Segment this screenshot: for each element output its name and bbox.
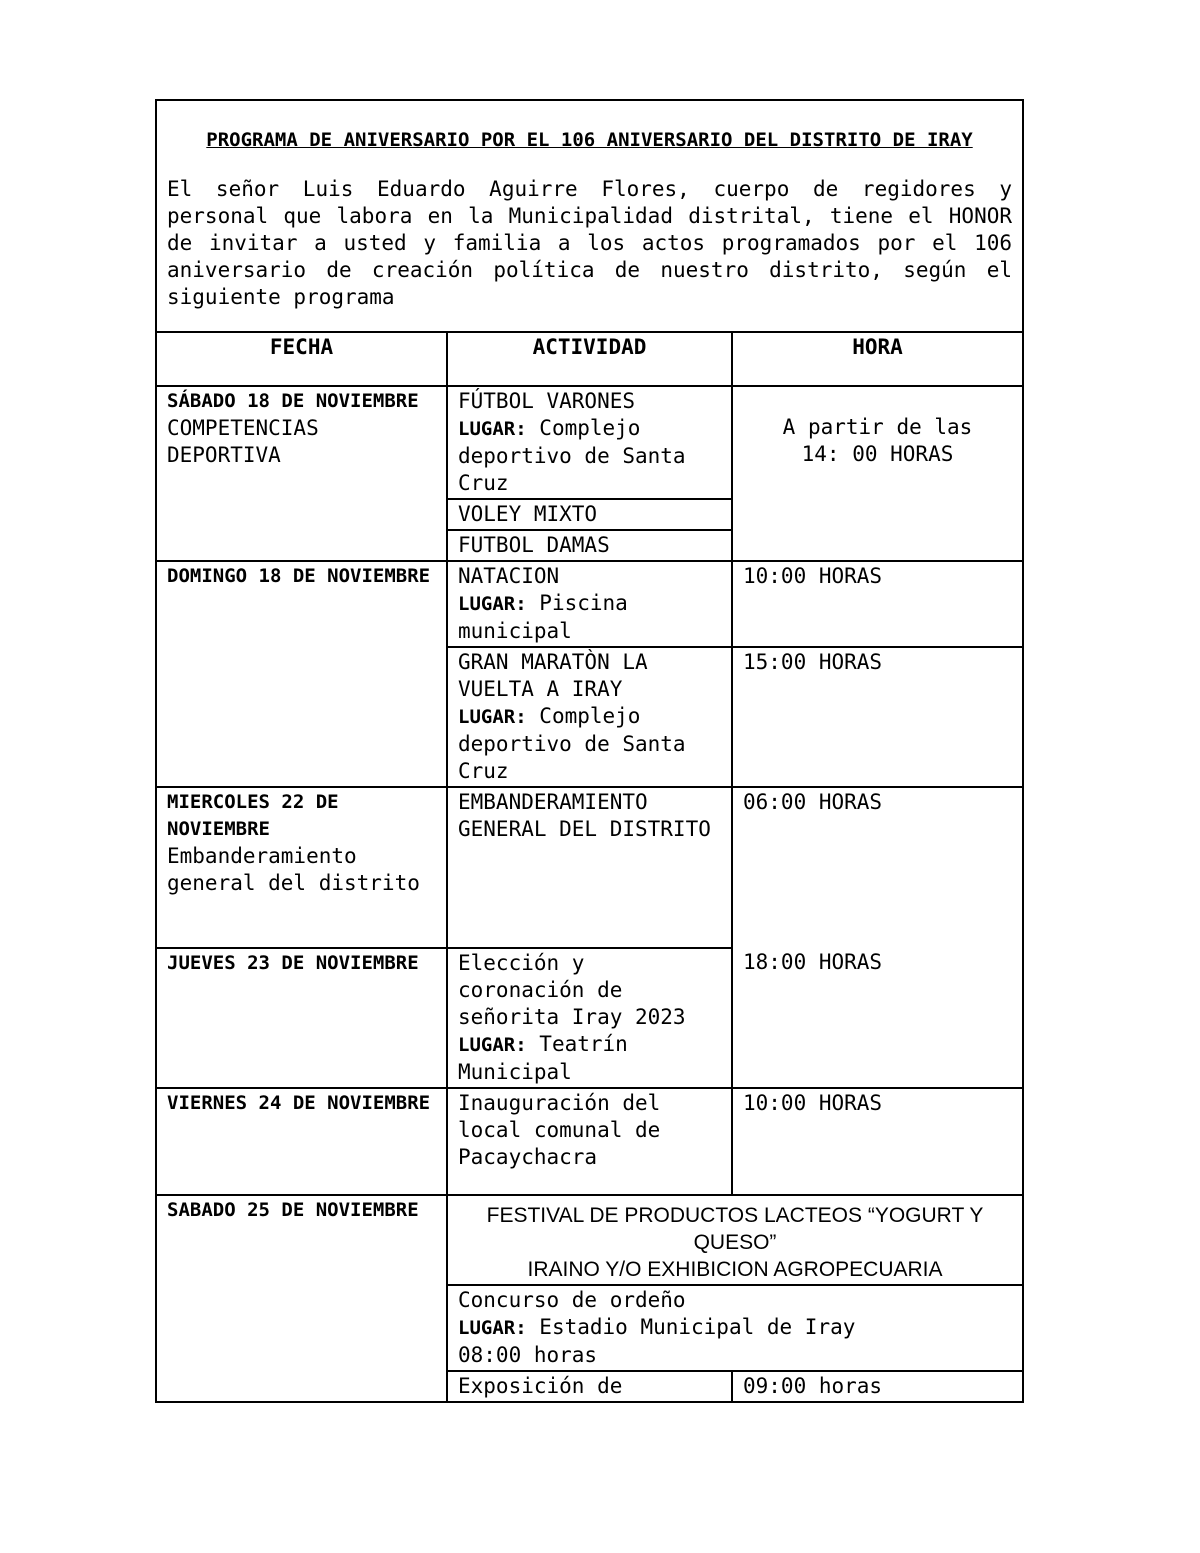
lugar-value: Complejo deportivo de Santa Cruz [458,416,686,495]
lugar-value: Teatrín Municipal [458,1032,628,1084]
table-row [156,386,1023,499]
time-cell: 10:00 HORAS [732,1088,1023,1195]
activity-time: 08:00 horas [458,1343,598,1367]
activity-cell: VOLEY MIXTO [447,499,732,530]
time-cell: 10:00 HORAS [732,561,1023,647]
date-label: SÁBADO 18 DE NOVIEMBRE [167,390,419,412]
column-header-actividad: ACTIVIDAD [447,332,732,386]
activity-name: Concurso de ordeño [458,1288,686,1312]
date-cell [156,1195,447,1402]
header-row [156,100,1023,332]
time-cell: 09:00 horas [732,1371,1023,1402]
time-cell: 06:00 HORAS [732,787,1023,948]
date-label: VIERNES 24 DE NOVIEMBRE [167,1092,431,1114]
lugar-label: LUGAR: [458,706,527,728]
activity-name: GRAN MARATÒN LA VUELTA A IRAY [458,650,648,701]
lugar-label: LUGAR: [458,1317,527,1339]
activity-cell [447,1285,1023,1371]
document-title: PROGRAMA DE ANIVERSARIO POR EL 106 ANIVERSARIO DEL DISTRITO DE IRAY [206,129,973,151]
date-cell [156,948,447,1088]
festival-title-line1: FESTIVAL DE PRODUCTOS LACTEOS “YOGURT Y QUESO” [486,1204,984,1254]
lugar-label: LUGAR: [458,1034,527,1056]
activity-name: NATACION [458,564,560,588]
festival-cell [447,1195,1023,1285]
activity-name: Elección y coronación de señorita Iray 2023 [458,951,686,1029]
table-row [156,787,1023,948]
activity-cell [447,561,732,647]
date-cell [156,561,447,787]
date-label: SABADO 25 DE NOVIEMBRE [167,1199,419,1221]
table-row [156,948,1023,1088]
date-cell [156,386,447,561]
date-label: JUEVES 23 DE NOVIEMBRE [167,952,419,974]
activity-name: FÚTBOL VARONES [458,389,636,413]
lugar-value: Estadio Municipal de Iray [539,1315,856,1339]
lugar-label: LUGAR: [458,418,527,440]
date-cell [156,1088,447,1195]
time-cell: 15:00 HORAS [732,647,1023,787]
table-row [156,1195,1023,1285]
time-cell: A partir de las 14: 00 HORAS [732,386,1023,561]
date-cell [156,787,447,948]
table-row [156,1088,1023,1195]
lugar-value: Piscina municipal [458,591,628,643]
date-label: MIERCOLES 22 DE NOVIEMBRE [167,791,339,840]
date-note: COMPETENCIAS DEPORTIVA [167,416,319,467]
date-note: Embanderamiento general del distrito [167,844,420,895]
activity-cell [447,948,732,1088]
activity-cell [447,386,732,499]
activity-cell: EMBANDERAMIENTO GENERAL DEL DISTRITO [447,787,732,948]
lugar-value: Complejo deportivo de Santa Cruz [458,704,686,783]
table-row [156,561,1023,647]
activity-cell [447,647,732,787]
activity-cell: Exposición de [447,1371,732,1402]
intro-paragraph: El señor Luis Eduardo Aguirre Flores, cuerpo de regidores y personal que labora en la Municipalidad distrital, tiene el HONOR de invitar a usted y familia a los actos programados por el 106 aniversario de creación política de nuestro distrito, según el siguiente programa [167,177,1013,309]
activity-cell: Inauguración del local comunal de Pacaychacra [447,1088,732,1195]
column-header-row [156,332,1023,386]
column-header-fecha: FECHA [156,332,447,386]
column-header-hora: HORA [732,332,1023,386]
lugar-label: LUGAR: [458,593,527,615]
header-cell [156,100,1023,332]
program-table [155,99,1024,1403]
time-cell: 18:00 HORAS [732,948,1023,1088]
festival-title-line2: IRAINO Y/O EXHIBICION AGROPECUARIA [527,1258,943,1281]
date-label: DOMINGO 18 DE NOVIEMBRE [167,565,431,587]
activity-cell: FUTBOL DAMAS [447,530,732,561]
